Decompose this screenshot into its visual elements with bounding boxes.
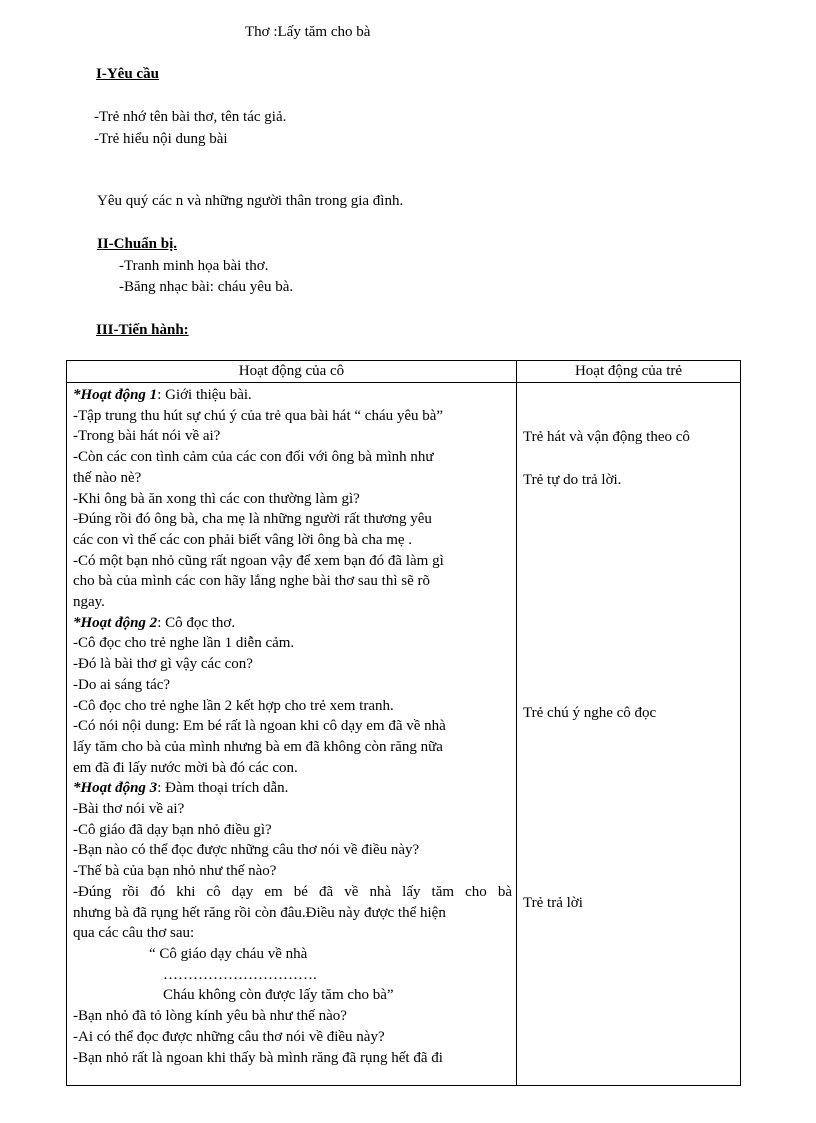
header-child: Hoạt động của trẻ bbox=[517, 361, 741, 383]
teacher-line: thế nào nè? bbox=[73, 469, 142, 486]
teacher-line: -Có nói nội dung: Em bé rất là ngoan khi cô dạy em đã về nhà bbox=[73, 718, 446, 735]
teacher-line: các con vì thế các con phải biết vâng lời ông bà cha mẹ . bbox=[73, 531, 413, 548]
teacher-line: qua các câu thơ sau: bbox=[73, 925, 195, 942]
section-heading-procedure: III-Tiến hành: bbox=[96, 322, 189, 338]
activity-title: *Hoạt động 1 bbox=[73, 387, 158, 403]
teacher-line: -Do ai sáng tác? bbox=[73, 676, 171, 693]
child-response: Trẻ chú ý nghe cô đọc bbox=[523, 705, 657, 721]
teacher-line: nhưng bà đã rụng hết răng rồi còn đâu.Điều này được thể hiện bbox=[73, 904, 446, 921]
teacher-line: -Có một bạn nhỏ cũng rất ngoan vậy để xem bạn đó đã làm gì bbox=[73, 552, 444, 569]
poem-quote-line: “ Cô giáo dạy cháu về nhà bbox=[149, 945, 308, 962]
teacher-line: -Tập trung thu hút sự chú ý của trẻ qua bài hát “ cháu yêu bà” bbox=[73, 407, 444, 424]
teacher-line: em đã đi lấy nước mời bà đó các con. bbox=[73, 759, 298, 776]
teacher-line: -Bài thơ nói về ai? bbox=[73, 801, 185, 818]
lesson-title: Thơ :Lấy tăm cho bà bbox=[245, 24, 371, 40]
child-response: Trẻ trả lời bbox=[523, 895, 583, 911]
poem-quote-line: Cháu không còn được lấy tăm cho bà” bbox=[163, 987, 394, 1004]
teacher-line: -Đó là bài thơ gì vậy các con? bbox=[73, 656, 253, 673]
child-response: Trẻ tự do trả lời. bbox=[523, 472, 622, 488]
teacher-line: -Bạn nào có thể đọc được những câu thơ nói về điều này? bbox=[73, 842, 420, 859]
teacher-line: -Đúng rồi đó khi cô dạy em bé đã về nhà lấy tăm cho bà bbox=[73, 883, 512, 900]
activity-title: *Hoạt động 3 bbox=[73, 780, 158, 797]
teacher-line: -Bạn nhỏ đã tỏ lòng kính yêu bà như thế nào? bbox=[73, 1008, 347, 1025]
table-row bbox=[67, 383, 741, 1086]
header-teacher: Hoạt động của cô bbox=[67, 361, 517, 383]
activity-table bbox=[66, 360, 741, 1086]
activity-subtitle: : Giới thiệu bài. bbox=[157, 387, 252, 403]
teacher-line: cho bà của mình các con hãy lắng nghe bài thơ sau thì sẽ rõ bbox=[73, 573, 430, 590]
teacher-line: -Cô đọc cho trẻ nghe lần 2 kết hợp cho trẻ xem tranh. bbox=[73, 697, 394, 714]
teacher-line: -Cô giáo đã dạy bạn nhỏ điều gì? bbox=[73, 821, 272, 838]
teacher-line: ngay. bbox=[73, 594, 105, 611]
teacher-line: -Khi ông bà ăn xong thì các con thường làm gì? bbox=[73, 490, 360, 507]
preparation-line: -Tranh minh họa bài thơ. bbox=[119, 258, 269, 274]
teacher-line: -Trong bài hát nói về ai? bbox=[73, 428, 221, 445]
teacher-line: -Cô đọc cho trẻ nghe lần 1 diễn cảm. bbox=[73, 635, 295, 652]
section-heading-requirements: I-Yêu cầu bbox=[96, 66, 159, 82]
teacher-line: -Còn các con tình cảm của các con đối với ông bà mình như bbox=[73, 449, 434, 466]
teacher-line: -Bạn nhỏ rất là ngoan khi thấy bà mình răng đã rụng hết đã đi bbox=[73, 1049, 443, 1066]
child-response: Trẻ hát và vận động theo cô bbox=[523, 429, 690, 445]
poem-quote-line: …………………………. bbox=[163, 966, 317, 983]
requirement-extra: Yêu quý các n và những người thân trong gia đình. bbox=[97, 193, 404, 209]
child-activities bbox=[517, 383, 741, 1086]
teacher-line: lấy tăm cho bà của mình nhưng bà em đã không còn răng nữa bbox=[73, 738, 443, 755]
preparation-line: -Băng nhạc bài: cháu yêu bà. bbox=[119, 279, 294, 295]
activity-subtitle: : Đàm thoại trích dẫn. bbox=[157, 780, 289, 797]
requirement-line: -Trẻ hiểu nội dung bài bbox=[94, 131, 228, 147]
activity-title: *Hoạt động 2 bbox=[73, 614, 158, 631]
teacher-line: -Thế bà của bạn nhỏ như thế nào? bbox=[73, 863, 277, 880]
table-header-row bbox=[67, 361, 741, 383]
teacher-line: -Ai có thể đọc được những câu thơ nói về điều này? bbox=[73, 1028, 385, 1045]
section-heading-preparation: II-Chuẩn bị. bbox=[97, 236, 178, 252]
teacher-activities bbox=[67, 383, 517, 1086]
requirement-line: -Trẻ nhớ tên bài thơ, tên tác giả. bbox=[94, 109, 287, 125]
activity-subtitle: : Cô đọc thơ. bbox=[157, 614, 236, 631]
teacher-line: -Đúng rồi đó ông bà, cha mẹ là những người rất thương yêu bbox=[73, 511, 432, 528]
